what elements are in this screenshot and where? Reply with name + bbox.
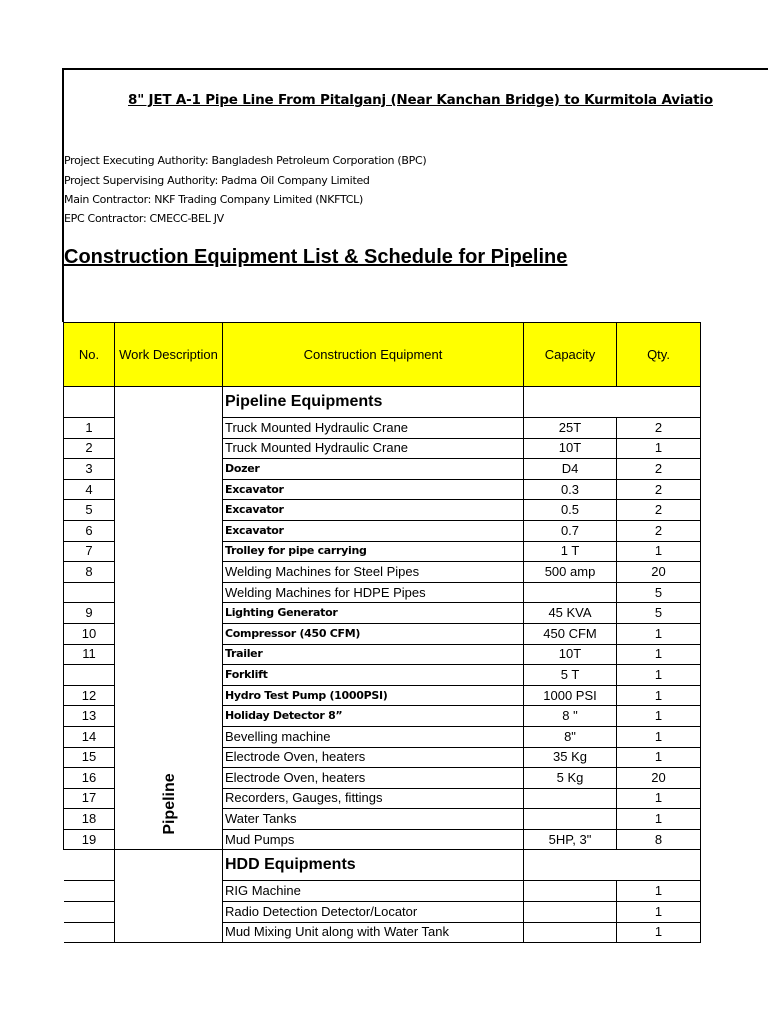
section-blank-cell xyxy=(524,850,701,881)
row-capacity xyxy=(524,881,617,902)
row-no: 1 xyxy=(64,418,115,439)
info-supervising-authority: Project Supervising Authority: Padma Oil Company Limited xyxy=(64,174,370,187)
row-equipment: Lighting Generator xyxy=(223,603,524,624)
row-no xyxy=(64,582,115,603)
row-capacity xyxy=(524,809,617,830)
row-capacity: D4 xyxy=(524,459,617,480)
info-epc-contractor: EPC Contractor: CMECC-BEL JV xyxy=(64,212,224,225)
header-no: No. xyxy=(64,323,115,387)
row-capacity: 0.3 xyxy=(524,479,617,500)
table-header-row xyxy=(64,323,701,387)
row-qty: 1 xyxy=(617,623,701,644)
row-qty: 2 xyxy=(617,418,701,439)
row-equipment: Welding Machines for HDPE Pipes xyxy=(223,582,524,603)
row-no: 18 xyxy=(64,809,115,830)
row-no xyxy=(64,665,115,686)
row-qty: 1 xyxy=(617,809,701,830)
row-qty: 1 xyxy=(617,922,701,943)
row-no: 16 xyxy=(64,768,115,789)
section-no-cell xyxy=(64,850,115,881)
row-equipment: Mud Mixing Unit along with Water Tank xyxy=(223,922,524,943)
row-equipment: Holiday Detector 8” xyxy=(223,706,524,727)
row-capacity: 1000 PSI xyxy=(524,685,617,706)
header-construction-equipment: Construction Equipment xyxy=(223,323,524,387)
section-no-cell xyxy=(64,387,115,418)
work-description-label: Pipeline xyxy=(161,773,178,835)
row-equipment: Excavator xyxy=(223,500,524,521)
row-equipment: Forklift xyxy=(223,665,524,686)
row-equipment: Welding Machines for Steel Pipes xyxy=(223,562,524,583)
row-no: 8 xyxy=(64,562,115,583)
row-equipment: Water Tanks xyxy=(223,809,524,830)
row-equipment: Trailer xyxy=(223,644,524,665)
section-title-hdd: HDD Equipments xyxy=(223,850,524,881)
row-no: 14 xyxy=(64,726,115,747)
work-description-cell xyxy=(115,850,223,943)
row-no: 10 xyxy=(64,623,115,644)
row-capacity: 0.5 xyxy=(524,500,617,521)
row-capacity xyxy=(524,788,617,809)
row-no: 11 xyxy=(64,644,115,665)
row-capacity: 1 T xyxy=(524,541,617,562)
section-row-hdd xyxy=(64,850,701,881)
row-no: 15 xyxy=(64,747,115,768)
row-qty: 1 xyxy=(617,665,701,686)
row-capacity: 450 CFM xyxy=(524,623,617,644)
row-no: 9 xyxy=(64,603,115,624)
row-equipment: Excavator xyxy=(223,520,524,541)
info-executing-authority: Project Executing Authority: Bangladesh Petroleum Corporation (BPC) xyxy=(64,154,427,167)
row-qty: 1 xyxy=(617,747,701,768)
row-no xyxy=(64,922,115,943)
row-capacity: 5 T xyxy=(524,665,617,686)
row-capacity: 35 Kg xyxy=(524,747,617,768)
row-no: 3 xyxy=(64,459,115,480)
row-qty: 5 xyxy=(617,582,701,603)
row-no xyxy=(64,881,115,902)
row-capacity xyxy=(524,902,617,923)
row-no: 6 xyxy=(64,520,115,541)
row-no xyxy=(64,902,115,923)
row-qty: 20 xyxy=(617,768,701,789)
row-qty: 20 xyxy=(617,562,701,583)
row-qty: 1 xyxy=(617,788,701,809)
row-capacity: 5 Kg xyxy=(524,768,617,789)
row-qty: 1 xyxy=(617,644,701,665)
row-capacity xyxy=(524,922,617,943)
equipment-table xyxy=(63,322,701,943)
row-equipment: Mud Pumps xyxy=(223,829,524,850)
row-no: 4 xyxy=(64,479,115,500)
row-capacity: 10T xyxy=(524,438,617,459)
row-no: 5 xyxy=(64,500,115,521)
row-qty: 2 xyxy=(617,520,701,541)
section-title-pipeline: Pipeline Equipments xyxy=(223,387,524,418)
row-equipment: Excavator xyxy=(223,479,524,500)
section-blank-cell xyxy=(524,387,701,418)
header-capacity: Capacity xyxy=(524,323,617,387)
equipment-table-body xyxy=(64,323,701,943)
row-qty: 1 xyxy=(617,706,701,727)
row-qty: 1 xyxy=(617,541,701,562)
row-qty: 1 xyxy=(617,881,701,902)
row-qty: 5 xyxy=(617,603,701,624)
row-capacity: 25T xyxy=(524,418,617,439)
row-capacity: 8 " xyxy=(524,706,617,727)
row-qty: 2 xyxy=(617,500,701,521)
row-equipment: Recorders, Gauges, fittings xyxy=(223,788,524,809)
row-qty: 1 xyxy=(617,902,701,923)
row-no: 17 xyxy=(64,788,115,809)
project-title: 8" JET A-1 Pipe Line From Pitalganj (Near Kanchan Bridge) to Kurmitola Aviatio xyxy=(128,92,713,108)
row-capacity: 45 KVA xyxy=(524,603,617,624)
row-equipment: Radio Detection Detector/Locator xyxy=(223,902,524,923)
row-no: 7 xyxy=(64,541,115,562)
section-row-pipeline xyxy=(64,387,701,418)
row-no: 19 xyxy=(64,829,115,850)
row-qty: 1 xyxy=(617,726,701,747)
row-capacity: 500 amp xyxy=(524,562,617,583)
info-main-contractor: Main Contractor: NKF Trading Company Limited (NKFTCL) xyxy=(64,193,363,206)
row-equipment: Electrode Oven, heaters xyxy=(223,747,524,768)
row-qty: 2 xyxy=(617,459,701,480)
main-heading: Construction Equipment List & Schedule for Pipeline xyxy=(64,246,568,268)
row-no: 13 xyxy=(64,706,115,727)
row-equipment: Trolley for pipe carrying xyxy=(223,541,524,562)
row-no: 12 xyxy=(64,685,115,706)
header-work-description: Work Description xyxy=(115,323,223,387)
header-qty: Qty. xyxy=(617,323,701,387)
top-border-line xyxy=(62,68,768,70)
row-qty: 8 xyxy=(617,829,701,850)
row-equipment: Hydro Test Pump (1000PSI) xyxy=(223,685,524,706)
row-qty: 1 xyxy=(617,438,701,459)
row-no: 2 xyxy=(64,438,115,459)
row-capacity xyxy=(524,582,617,603)
row-capacity: 0.7 xyxy=(524,520,617,541)
row-capacity: 8" xyxy=(524,726,617,747)
row-equipment: Truck Mounted Hydraulic Crane xyxy=(223,438,524,459)
row-equipment: Truck Mounted Hydraulic Crane xyxy=(223,418,524,439)
row-capacity: 5HP, 3" xyxy=(524,829,617,850)
row-equipment: Compressor (450 CFM) xyxy=(223,623,524,644)
row-equipment: Electrode Oven, heaters xyxy=(223,768,524,789)
row-equipment: Bevelling machine xyxy=(223,726,524,747)
row-capacity: 10T xyxy=(524,644,617,665)
row-equipment: Dozer xyxy=(223,459,524,480)
row-qty: 2 xyxy=(617,479,701,500)
row-equipment: RIG Machine xyxy=(223,881,524,902)
row-qty: 1 xyxy=(617,685,701,706)
